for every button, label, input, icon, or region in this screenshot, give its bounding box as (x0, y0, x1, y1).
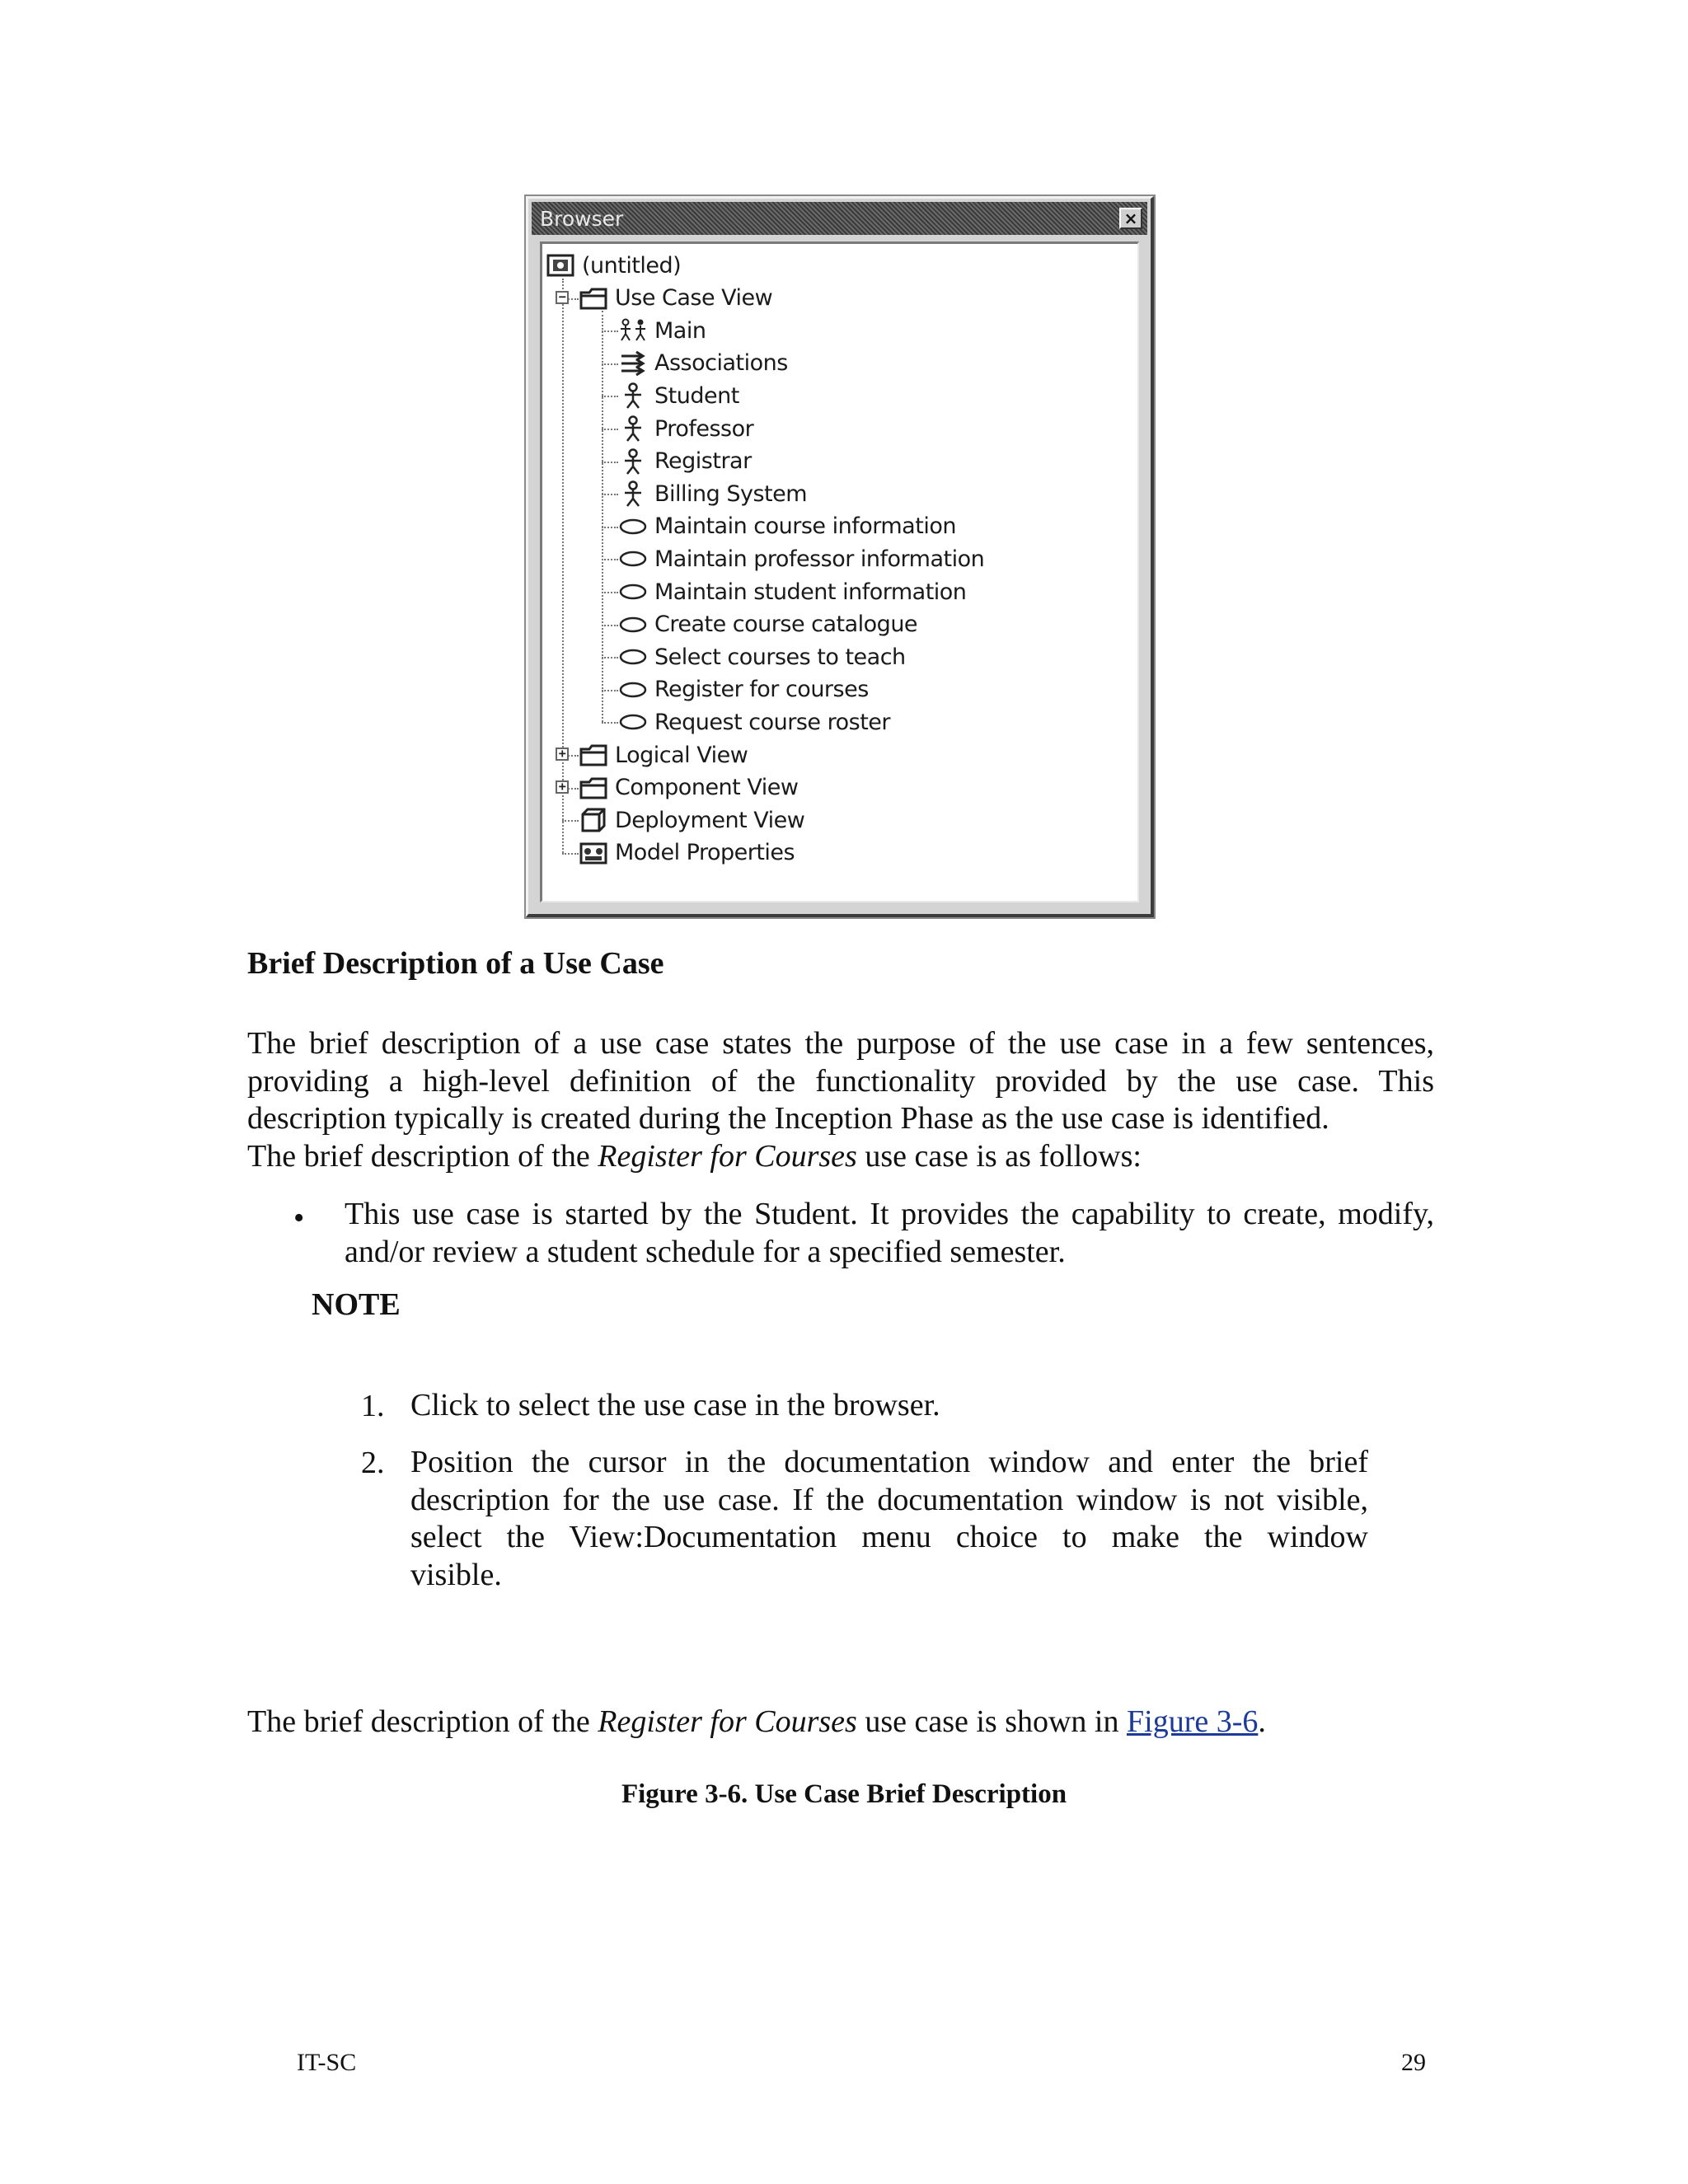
tree-connector (602, 657, 618, 658)
actor-icon (618, 382, 648, 409)
figure-caption: Figure 3-6. Use Case Brief Description (621, 1779, 1067, 1809)
footer-left: IT-SC (297, 2049, 357, 2076)
tree-item-label: Select courses to teach (654, 644, 906, 670)
step-line: visible. (410, 1557, 502, 1592)
use-case-icon (618, 644, 648, 670)
page-number: 29 (1401, 2049, 1426, 2076)
tree-item[interactable] (618, 575, 966, 608)
model-icon (546, 252, 575, 279)
tree-item-label: Maintain professor information (654, 546, 985, 572)
use-case-icon (618, 579, 648, 605)
para3-pre: The brief description of the (247, 1704, 598, 1739)
figure-link[interactable]: Figure 3-6 (1127, 1704, 1259, 1739)
diagram-icon (618, 317, 648, 344)
browser-titlebar (532, 202, 1147, 235)
para-line: description typically is created during the Inception Phase as the use case is identified. (247, 1101, 1329, 1136)
browser-window (526, 196, 1154, 917)
step-line: select the View:Documentation menu choice to make the window (410, 1520, 1368, 1554)
tree-item[interactable] (618, 510, 956, 543)
actor-icon (618, 480, 648, 507)
tree-connector (562, 853, 579, 855)
para3-mid: use case is shown in (856, 1704, 1127, 1739)
step-line: description for the use case. If the documentation window is not visible, (410, 1482, 1368, 1517)
step-line: Click to select the use case in the browser. (410, 1388, 940, 1422)
tree-connector (602, 363, 618, 365)
use-case-icon (618, 612, 648, 638)
actor-icon (618, 415, 648, 442)
tree-item[interactable] (579, 837, 795, 869)
tree-item-label: Logical View (615, 742, 748, 768)
tree-item[interactable] (618, 705, 890, 738)
tree-item-label: Student (654, 382, 739, 409)
tree-item[interactable] (558, 282, 773, 315)
paragraph-intro (247, 1025, 1434, 1175)
tree-item-label: (untitled) (582, 252, 682, 279)
tree-item-label: Use Case View (615, 285, 773, 312)
tree-connector (602, 429, 618, 430)
folder-icon (579, 742, 608, 768)
properties-icon (579, 840, 608, 866)
tree-item[interactable] (579, 804, 804, 837)
para2-pre: The brief description of the (247, 1138, 598, 1174)
browser-tree (540, 241, 1139, 902)
section-heading: Brief Description of a Use Case (247, 946, 664, 981)
tree-item-label: Maintain student information (654, 579, 967, 605)
tree-item[interactable] (618, 542, 984, 575)
tree-connector (602, 592, 618, 593)
tree-item-label: Deployment View (615, 807, 805, 833)
folder-icon (579, 775, 608, 801)
bullet-line: and/or review a student schedule for a specified semester. (345, 1235, 1066, 1269)
bullet-item (345, 1195, 1434, 1271)
tree-item[interactable] (618, 379, 739, 412)
step-number: 2. (361, 1446, 385, 1480)
tree-item-label: Associations (654, 350, 788, 377)
expand-icon[interactable]: + (556, 748, 569, 761)
paragraph-figure-ref (247, 1703, 1266, 1741)
step-1-text (410, 1387, 1368, 1425)
tree-item-label: Request course roster (654, 709, 890, 735)
folder-icon (579, 285, 608, 312)
tree-guide-line (562, 279, 564, 853)
step-2-text (410, 1444, 1368, 1594)
tree-item[interactable] (558, 771, 799, 804)
para-line (247, 1138, 1434, 1176)
bullet-marker: • (293, 1201, 305, 1235)
use-case-icon (618, 677, 648, 703)
tree-connector (602, 462, 618, 463)
collapse-icon[interactable]: − (556, 291, 569, 304)
tree-item[interactable] (618, 347, 788, 380)
tree-connector (602, 330, 618, 332)
tree-item[interactable] (618, 477, 807, 510)
step-line: Position the cursor in the documentation window and enter the brief (410, 1445, 1368, 1479)
tree-item-label: Main (654, 317, 706, 344)
tree-item[interactable] (618, 314, 706, 347)
tree-item-label: Maintain course information (654, 513, 956, 540)
para-line: providing a high-level definition of the functionality provided by the use case. This (247, 1063, 1434, 1099)
tree-item-label: Registrar (654, 448, 752, 475)
tree-item[interactable] (618, 640, 906, 673)
tree-item[interactable] (618, 673, 869, 706)
use-case-icon (618, 546, 648, 572)
tree-item-label: Create course catalogue (654, 612, 918, 638)
step-number: 1. (361, 1389, 385, 1423)
bullet-line: This use case is started by the Student. It provides the capability to create, modify, (345, 1197, 1434, 1231)
tree-item-label: Component View (615, 775, 799, 801)
para-line: The brief description of a use case states the purpose of the use case in a few sentences, (247, 1026, 1434, 1061)
browser-title: Browser (540, 206, 624, 231)
expand-icon[interactable]: + (556, 780, 569, 794)
tree-item[interactable] (618, 608, 917, 641)
tree-connector (602, 494, 618, 495)
tree-connector (602, 527, 618, 528)
deployment-icon (579, 807, 608, 833)
tree-connector (602, 625, 618, 626)
tree-guide-line (602, 311, 603, 722)
tree-item-label: Billing System (654, 480, 808, 507)
tree-connector (602, 690, 618, 691)
tree-connector (602, 722, 618, 724)
use-case-name: Register for Courses (598, 1138, 857, 1174)
associations-icon (618, 350, 648, 377)
note-label: NOTE (312, 1287, 401, 1322)
use-case-icon (618, 513, 648, 540)
use-case-icon (618, 709, 648, 735)
actor-icon (618, 448, 648, 475)
tree-item-label: Model Properties (615, 840, 795, 866)
tree-connector (602, 559, 618, 560)
tree-item[interactable] (618, 412, 753, 445)
tree-item[interactable] (546, 249, 681, 282)
tree-item-label: Register for courses (654, 677, 869, 703)
tree-connector (602, 396, 618, 397)
close-icon[interactable]: × (1119, 208, 1142, 229)
tree-item-label: Professor (654, 415, 754, 442)
tree-connector (562, 820, 579, 822)
tree-item[interactable] (618, 445, 752, 478)
use-case-name: Register for Courses (598, 1704, 857, 1739)
tree-item[interactable] (558, 738, 748, 771)
para2-post: use case is as follows: (856, 1138, 1142, 1174)
para3-post: . (1258, 1704, 1266, 1739)
